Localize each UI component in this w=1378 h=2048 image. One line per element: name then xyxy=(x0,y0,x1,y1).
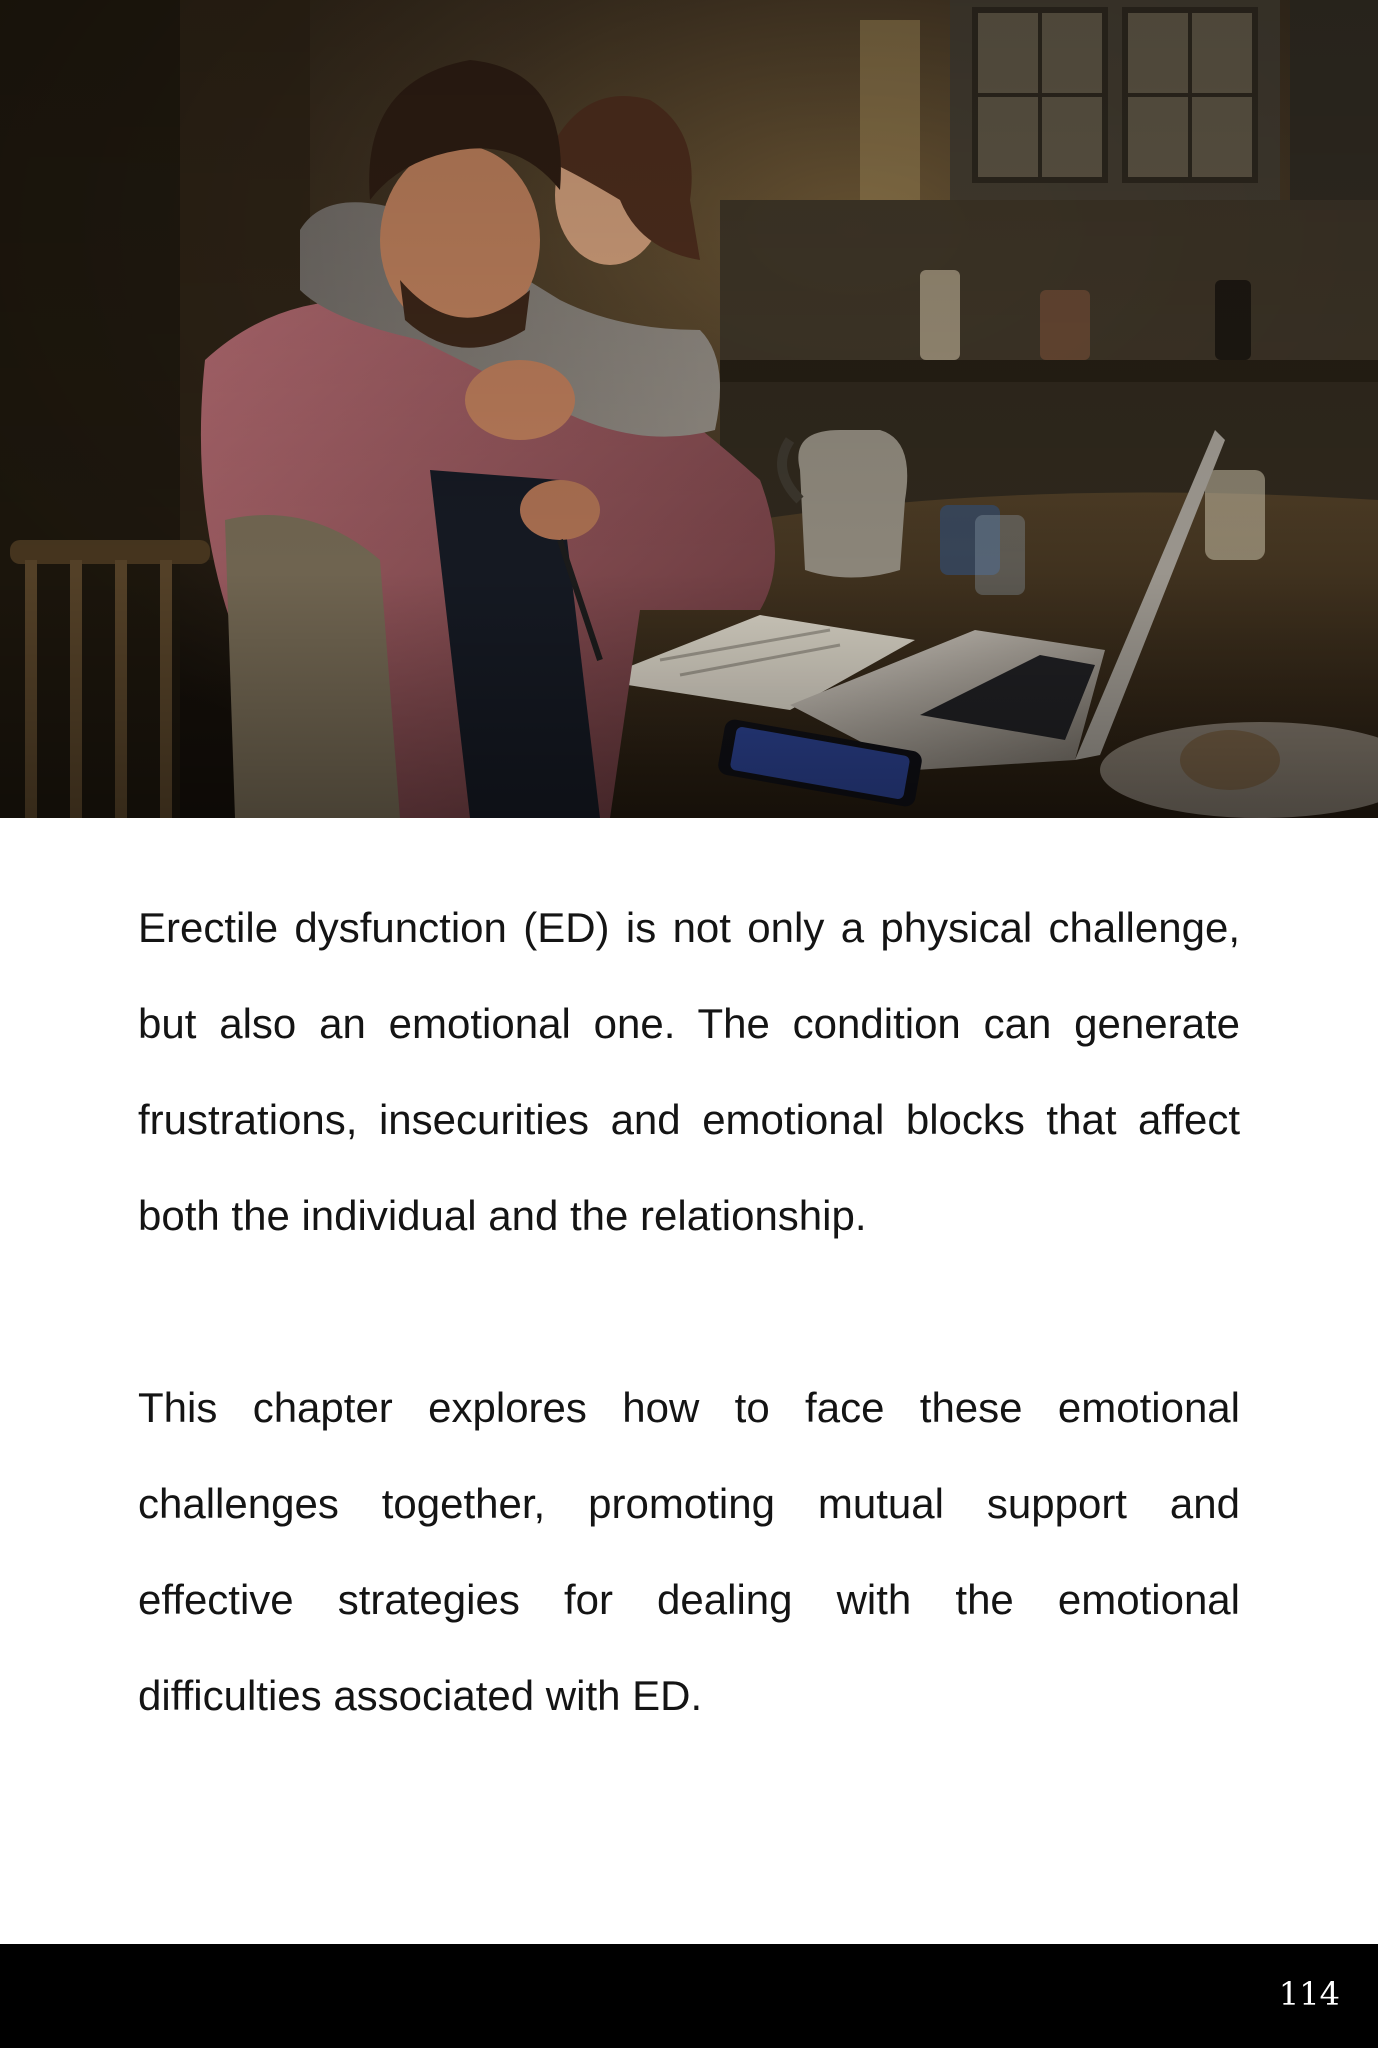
paragraph-chapter-overview: This chapter explores how to face these emotional challenges together, promoting mutual support and effective strategies for dealing with the emotional difficulties associated with ED. xyxy=(138,1384,1240,1719)
body-text xyxy=(138,880,1240,1744)
page-number: 114 xyxy=(1278,1975,1340,2013)
page-footer xyxy=(0,1944,1378,2048)
paragraph-intro: Erectile dysfunction (ED) is not only a physical challenge, but also an emotional one. The condition can generate frustrations, insecurities and emotional blocks that affect both the individual and the relationship. xyxy=(138,904,1240,1239)
hero-image xyxy=(0,0,1378,818)
couple-at-kitchen-table-photo xyxy=(0,0,1378,818)
